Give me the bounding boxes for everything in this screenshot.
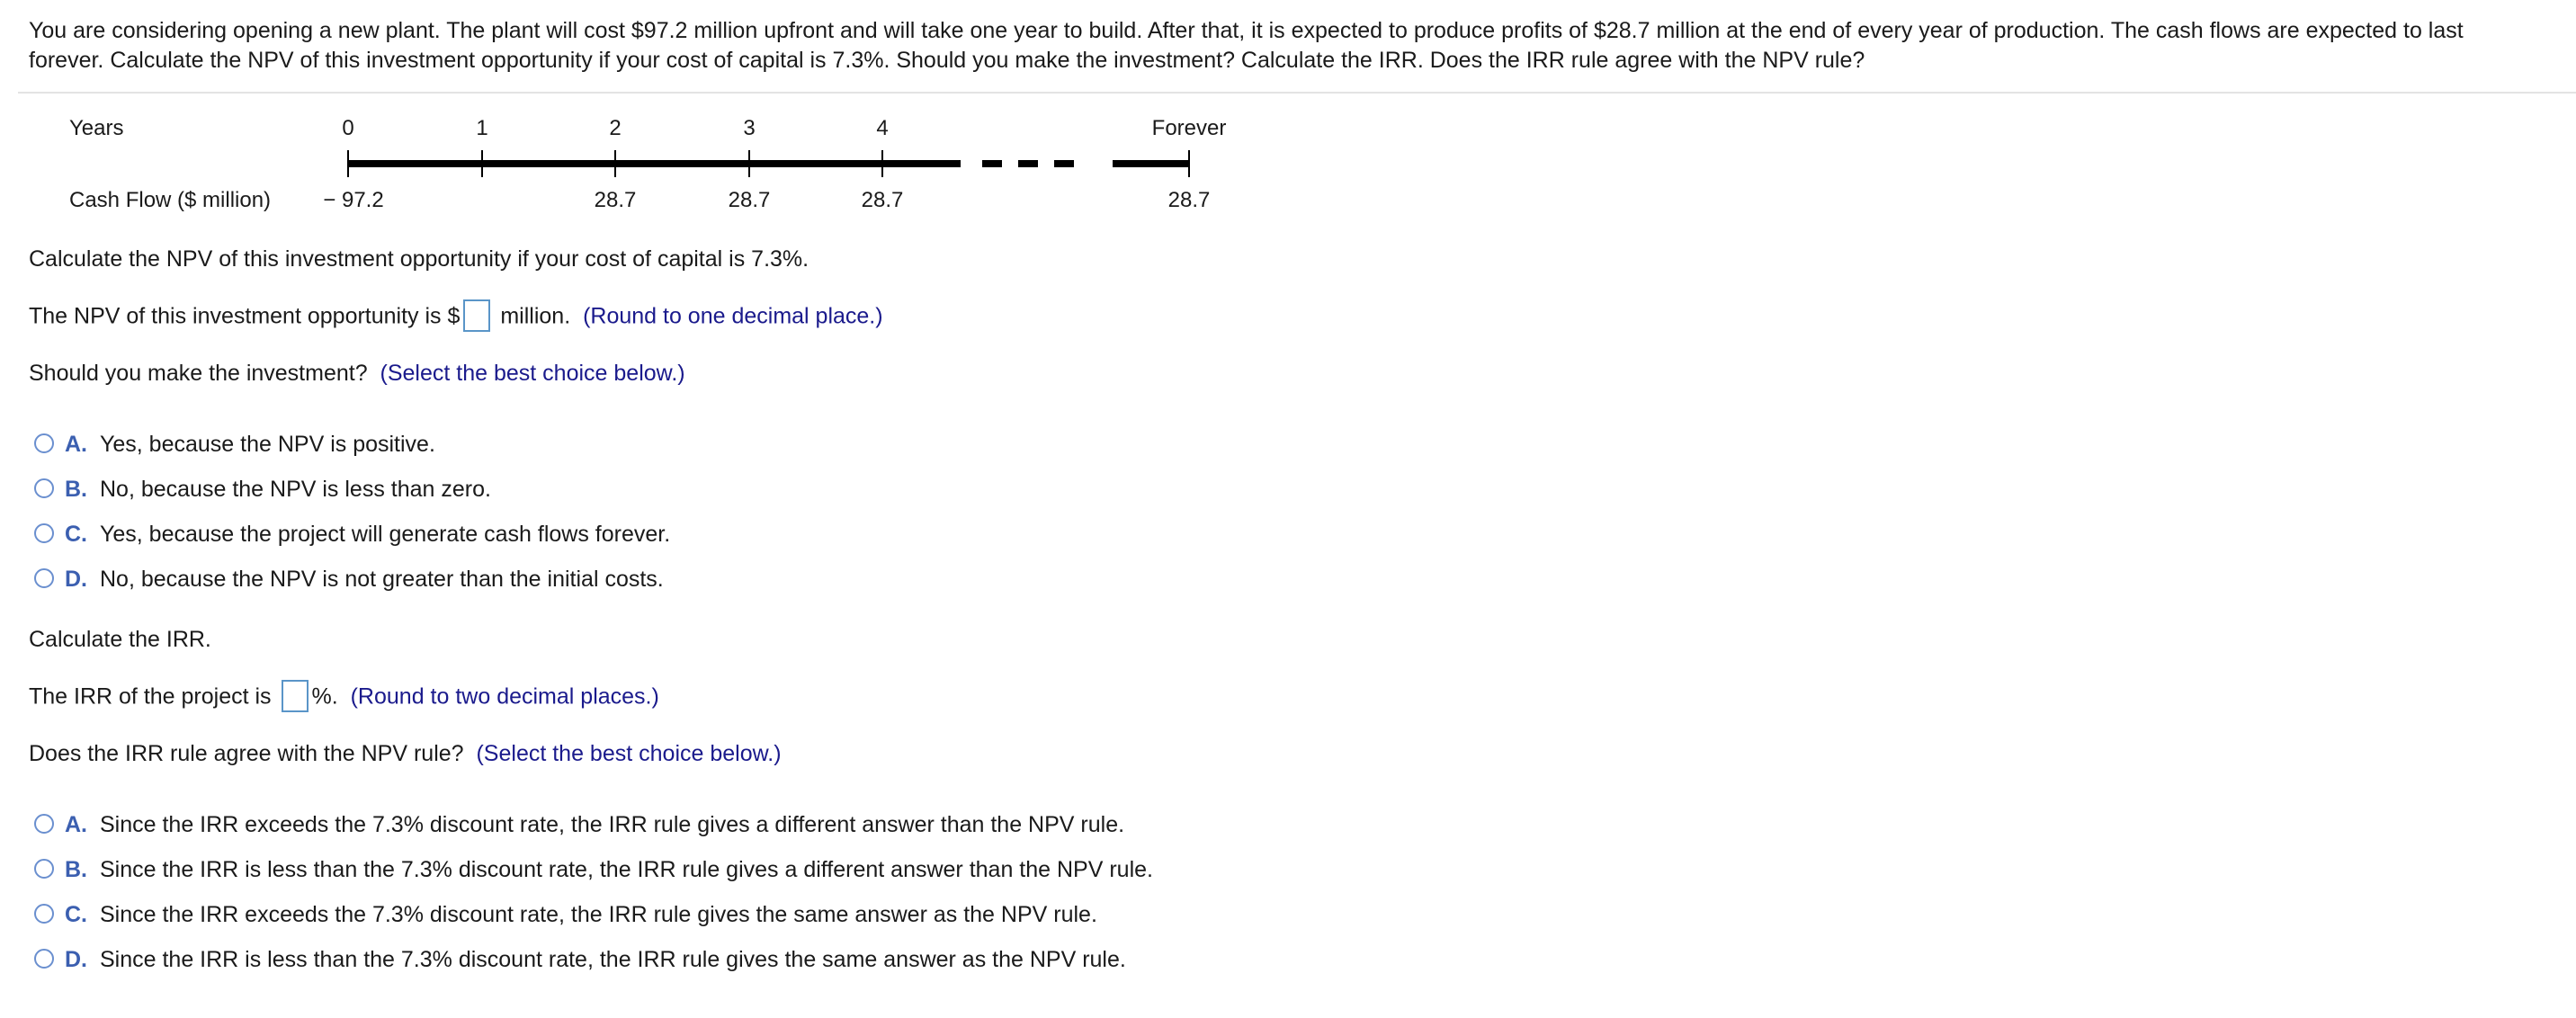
invest-choice-b[interactable] [34, 475, 491, 504]
radio-button[interactable] [34, 904, 54, 924]
choice-text: Yes, because the NPV is positive. [100, 432, 435, 457]
timeline-tick [881, 150, 883, 177]
npv-input[interactable] [463, 299, 490, 332]
irr-choice-b[interactable] [34, 855, 1153, 884]
divider [18, 92, 2576, 94]
year-2: 2 [609, 116, 622, 140]
irr-answer-line [29, 682, 659, 714]
irr-question-prompt: Does the IRR rule agree with the NPV rule? [29, 741, 464, 766]
choice-letter: A. [65, 432, 87, 457]
radio-button[interactable] [34, 478, 54, 498]
irr-input[interactable] [282, 680, 309, 712]
year-forever: Forever [1151, 116, 1227, 140]
cash-flow-4: 28.7 [861, 188, 904, 212]
irr-choice-a[interactable] [34, 810, 1124, 839]
radio-button[interactable] [34, 859, 54, 879]
irr-prompt: Calculate the IRR. [29, 627, 211, 652]
year-4: 4 [876, 116, 889, 140]
irr-choice-c[interactable] [34, 900, 1097, 929]
choice-text: Yes, because the project will generate cash flows forever. [100, 522, 671, 547]
timeline-dash [982, 160, 1002, 167]
irr-question-hint: (Select the best choice below.) [476, 741, 782, 766]
radio-button[interactable] [34, 949, 54, 969]
years-label: Years [69, 116, 124, 140]
choice-text: Since the IRR exceeds the 7.3% discount rate, the IRR rule gives a different answer than the NPV rule. [100, 812, 1125, 837]
timeline-axis-end [1113, 160, 1190, 167]
choice-letter: C. [65, 902, 87, 927]
irr-choice-d[interactable] [34, 945, 1126, 974]
npv-rounding-hint: (Round to one decimal place.) [583, 303, 883, 329]
cash-flow-2: 28.7 [594, 188, 637, 212]
year-1: 1 [476, 116, 488, 140]
timeline-tick [481, 150, 483, 177]
irr-rounding-hint: (Round to two decimal places.) [350, 683, 659, 710]
invest-question-prompt: Should you make the investment? [29, 361, 368, 386]
timeline-dash [1018, 160, 1038, 167]
timeline-tick [614, 150, 616, 177]
invest-choice-c[interactable] [34, 520, 670, 549]
timeline-tick [1188, 150, 1190, 177]
invest-choice-a[interactable] [34, 430, 435, 459]
invest-question-hint: (Select the best choice below.) [380, 361, 685, 386]
npv-prompt: Calculate the NPV of this investment opportunity if your cost of capital is 7.3%. [29, 246, 809, 272]
timeline-tick [347, 150, 349, 177]
problem-statement: You are considering opening a new plant. The plant will cost $97.2 million upfront and will take one year to build. After that, it is expected to produce profits of $28.7 million at the end of every year of production. The cash flows are expected to last forever. Calculate the NPV of this investment opportunity if your cost of capital is 7.3%. Should you make the investment? Calculate the IRR. Does the IRR rule agree with the NPV rule? [29, 18, 2464, 73]
npv-answer-line [29, 301, 883, 334]
choice-letter: B. [65, 857, 87, 882]
npv-answer-suffix: million. [494, 303, 571, 329]
radio-button[interactable] [34, 814, 54, 834]
invest-choice-d[interactable] [34, 565, 664, 594]
cash-flow-forever: 28.7 [1167, 188, 1211, 212]
timeline-dash [1054, 160, 1074, 167]
choice-text: Since the IRR exceeds the 7.3% discount rate, the IRR rule gives the same answer as the NPV rule. [100, 902, 1097, 927]
irr-question [29, 739, 782, 768]
year-0: 0 [342, 116, 354, 140]
radio-button[interactable] [34, 523, 54, 543]
cash-flow-label: Cash Flow ($ million) [69, 188, 272, 212]
radio-button[interactable] [34, 568, 54, 588]
npv-answer-prefix: The NPV of this investment opportunity is $ [29, 303, 461, 329]
timeline-tick [748, 150, 750, 177]
choice-letter: B. [65, 477, 87, 502]
timeline-axis [347, 160, 961, 167]
cash-flow-0: − 97.2 [323, 188, 384, 212]
choice-text: No, because the NPV is less than zero. [100, 477, 491, 502]
choice-text: Since the IRR is less than the 7.3% discount rate, the IRR rule gives the same answer as the NPV rule. [100, 947, 1126, 972]
cash-flow-3: 28.7 [728, 188, 771, 212]
choice-letter: C. [65, 522, 87, 547]
invest-question [29, 359, 685, 388]
irr-answer-suffix: %. [311, 683, 338, 710]
choice-letter: D. [65, 947, 87, 972]
choice-letter: D. [65, 567, 87, 592]
irr-answer-prefix: The IRR of the project is [29, 683, 278, 710]
choice-text: No, because the NPV is not greater than the initial costs. [100, 567, 664, 592]
choice-text: Since the IRR is less than the 7.3% discount rate, the IRR rule gives a different answer than the NPV rule. [100, 857, 1153, 882]
choice-letter: A. [65, 812, 87, 837]
year-3: 3 [743, 116, 756, 140]
radio-button[interactable] [34, 433, 54, 453]
